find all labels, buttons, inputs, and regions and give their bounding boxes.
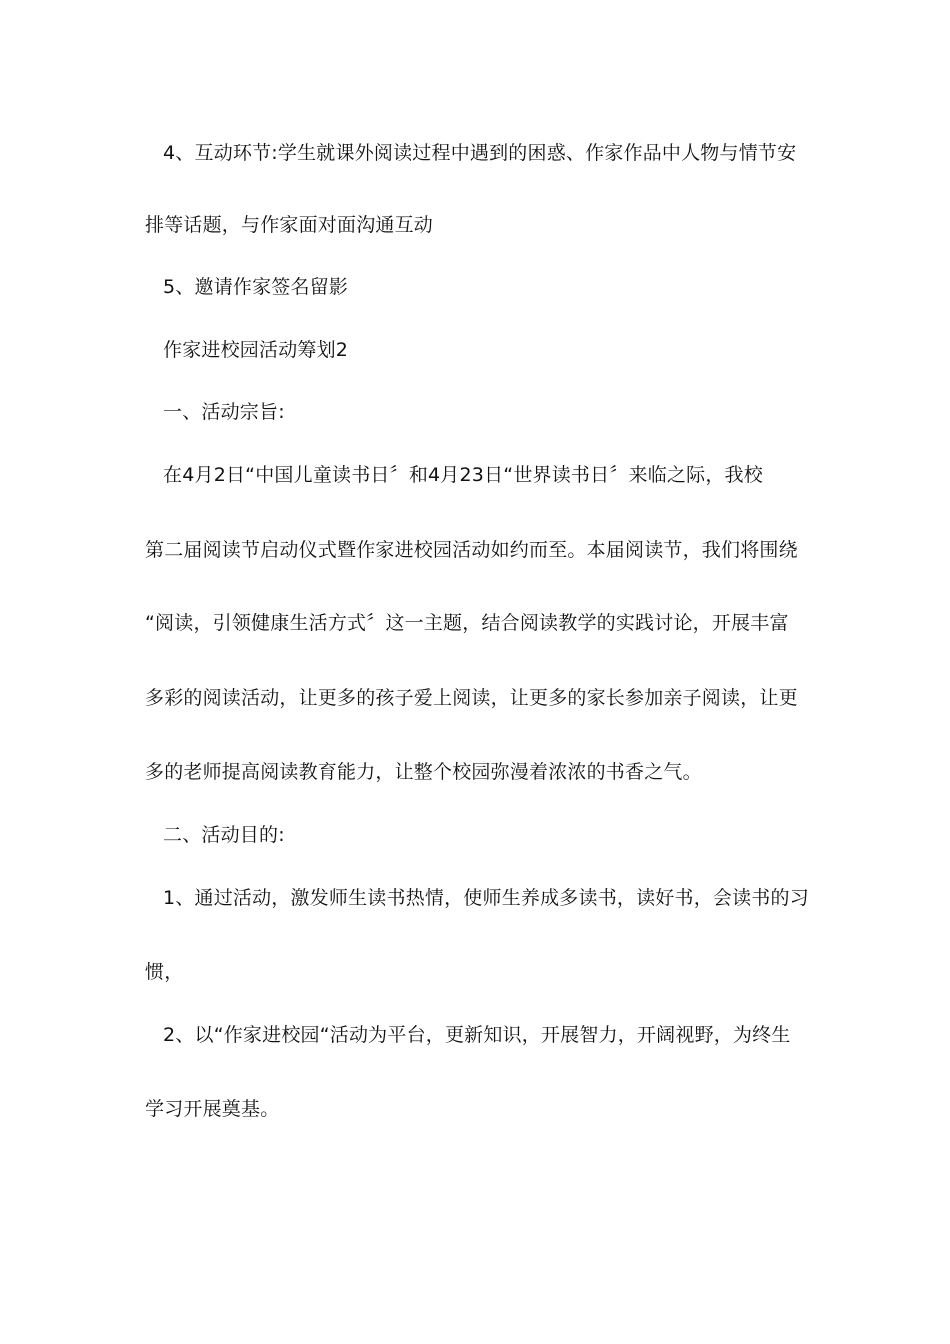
paragraph-line: 多的老师提高阅读教育能力，让整个校园弥漫着浓浓的书香之气。 [145, 761, 702, 783]
section-heading: 二、活动目的: [163, 824, 285, 846]
paragraph-line: 学习开展奠基。 [145, 1098, 280, 1120]
paragraph-line: 2、以“作家进校园“活动为平台，更新知识，开展智力，开阔视野，为终生 [163, 1024, 791, 1046]
paragraph-line: 在4月2日“中国儿童读书日〞和4月23日“世界读书日〞来临之际，我校 [163, 464, 763, 486]
paragraph-line: 第二届阅读节启动仪式暨作家进校园活动如约而至。本届阅读节，我们将围绕 [145, 539, 798, 561]
section-heading: 作家进校园活动筹划2 [163, 339, 349, 361]
paragraph-line: 多彩的阅读活动，让更多的孩子爱上阅读，让更多的家长参加亲子阅读，让更 [145, 687, 798, 709]
paragraph-line: 排等话题，与作家面对面沟通互动 [145, 214, 434, 236]
paragraph-line: 5、邀请作家签名留影 [163, 276, 349, 298]
paragraph-line: “阅读，引领健康生活方式〞这一主题，结合阅读教学的实践讨论，开展丰富 [145, 612, 789, 634]
paragraph-line: 惯， [145, 961, 184, 983]
paragraph-line: 1、通过活动，激发师生读书热情，使师生养成多读书，读好书，会读书的习 [163, 887, 809, 909]
section-heading: 一、活动宗旨: [163, 401, 285, 423]
paragraph-line: 4、互动环节:学生就课外阅读过程中遇到的困惑、作家作品中人物与情节安 [163, 142, 797, 164]
